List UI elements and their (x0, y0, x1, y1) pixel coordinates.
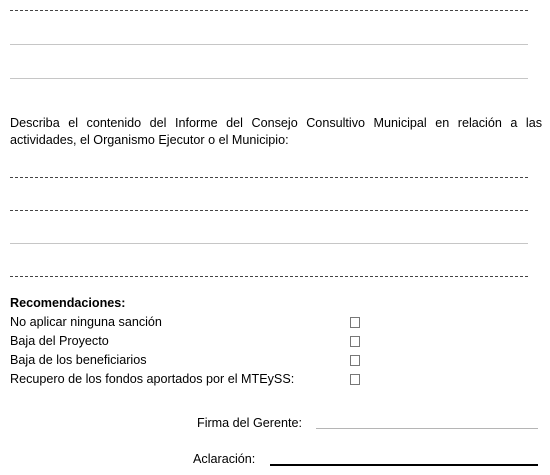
answer-line (10, 10, 528, 11)
aclaracion-line[interactable] (270, 464, 538, 466)
answer-line (10, 276, 528, 277)
checkbox[interactable] (350, 336, 360, 347)
answer-line (10, 210, 528, 211)
recommendations-title: Recomendaciones: (10, 296, 126, 310)
recommendation-item (10, 314, 360, 331)
answer-line (10, 44, 528, 45)
checkbox[interactable] (350, 317, 360, 328)
question-text: Describa el contenido del Informe del Consejo Consultivo Municipal en relación a las actividades, el Organismo Ejecutor o el Municipio: (10, 116, 542, 147)
answer-line (10, 243, 528, 244)
recommendation-item (10, 352, 360, 369)
recommendation-item (10, 371, 360, 388)
recommendation-label: No aplicar ninguna sanción (10, 315, 162, 329)
recommendation-label: Recupero de los fondos aportados por el MTEySS: (10, 372, 295, 386)
checkbox[interactable] (350, 355, 360, 366)
recommendation-item (10, 333, 360, 350)
firma-label: Firma del Gerente: (197, 416, 302, 430)
answer-line (10, 78, 528, 79)
checkbox[interactable] (350, 374, 360, 385)
recommendation-label: Baja de los beneficiarios (10, 353, 147, 367)
aclaracion-label: Aclaración: (193, 452, 256, 466)
firma-signature-line[interactable] (316, 428, 538, 429)
answer-line (10, 177, 528, 178)
recommendation-label: Baja del Proyecto (10, 334, 109, 348)
